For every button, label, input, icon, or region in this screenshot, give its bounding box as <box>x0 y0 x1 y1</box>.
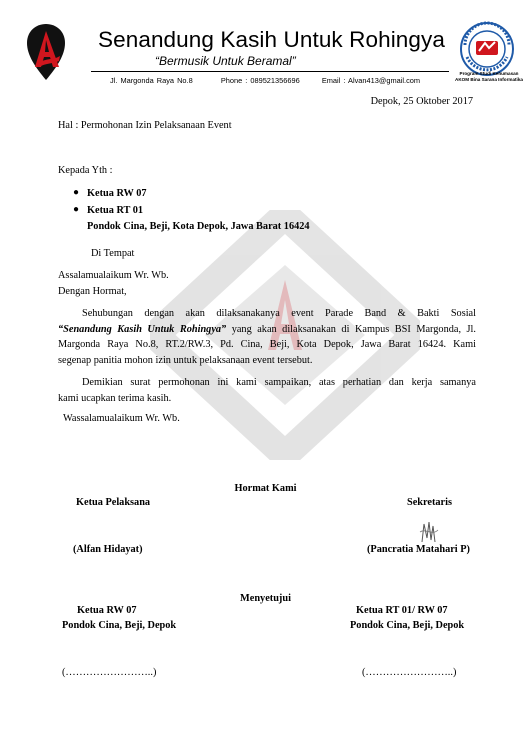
institution-program: Program Studi Kehumasan <box>459 71 519 76</box>
paragraph-2-line-1: Demikian surat permohonan ini kami sampaikan, atas perhatian dan kerja samanya <box>82 377 476 388</box>
place-line: Di Tempat <box>91 248 135 259</box>
salutation-to: Kepada Yth : <box>58 165 113 176</box>
hormat-kami-heading: Hormat Kami <box>234 483 297 494</box>
body-paragraph-1 <box>58 306 476 368</box>
organization-logo-icon <box>26 23 66 81</box>
recipient-address: Pondok Cina, Beji, Kota Depok, Jawa Barat 16424 <box>87 221 310 232</box>
ketua-pelaksana-name: (Alfan Hidayat) <box>73 544 143 555</box>
signature-scribble-icon <box>418 518 440 546</box>
event-name: “Senandung Kasih Untuk Rohingya” <box>58 323 227 335</box>
recipient-rw: Ketua RW 07 <box>87 188 147 199</box>
closing-greeting: Wassalamualaikum Wr. Wb. <box>63 413 180 424</box>
header-divider <box>91 71 449 72</box>
ketua-rw-signature-blank: (……………………..) <box>62 667 157 678</box>
recipient-rt: Ketua RT 01 <box>87 205 144 216</box>
institution-name <box>449 71 529 83</box>
paragraph-1-line-2: yang akan dilaksanakan di Kampus BSI Margonda, Jl. <box>226 323 476 335</box>
paragraph-1-line-1: Sehubungan dengan akan dilaksanakanya event Parade Band & Bakti Sosial <box>82 308 476 319</box>
ketua-rt-address: Pondok Cina, Beji, Depok <box>350 620 465 631</box>
letter-date: Depok, 25 Oktober 2017 <box>370 96 473 107</box>
greeting: Assalamualaikum Wr. Wb. <box>58 270 169 281</box>
email-text: Email : Alvan413@gmail.com <box>321 76 421 85</box>
ketua-rt-signature-blank: (……………………..) <box>362 667 457 678</box>
ketua-rt-title: Ketua RT 01/ RW 07 <box>356 605 448 616</box>
ketua-pelaksana-title: Ketua Pelaksana <box>76 497 151 508</box>
paragraph-1-line-4: segenap panitia mohon izin untuk pelaksanaan event tersebut. <box>58 354 313 366</box>
organization-tagline: “Bermusik Untuk Beramal” <box>155 54 296 68</box>
body-paragraph-2 <box>58 375 476 406</box>
address-text: Jl. Margonda Raya No.8 <box>110 76 193 85</box>
sekretaris-title: Sekretaris <box>407 497 452 508</box>
sekretaris-name: (Pancratia Matahari P) <box>367 544 470 555</box>
institution-seal-icon <box>459 21 515 77</box>
letter-subject: Hal : Permohonan Izin Pelaksanaan Event <box>58 120 232 131</box>
institution-school: AKOM Bina Sarana Informatika <box>455 77 523 82</box>
paragraph-2-line-2: kami ucapkan terima kasih. <box>58 392 172 404</box>
greeting-formal: Dengan Hormat, <box>58 286 127 297</box>
organization-title: Senandung Kasih Untuk Rohingya <box>98 27 445 52</box>
bullet-icon: ● <box>73 204 80 215</box>
ketua-rw-address: Pondok Cina, Beji, Depok <box>62 620 177 631</box>
phone-text: Phone : 089521356696 <box>220 76 300 85</box>
bullet-icon: ● <box>73 187 80 198</box>
menyetujui-heading: Menyetujui <box>240 593 291 604</box>
contact-line <box>110 76 420 85</box>
paragraph-1-line-3: Margonda Raya No.8, RT.2/RW.3, Pd. Cina, Beji, Kota Depok, Jawa Barat 16424. Kami <box>58 339 476 350</box>
ketua-rw-title: Ketua RW 07 <box>77 605 137 616</box>
